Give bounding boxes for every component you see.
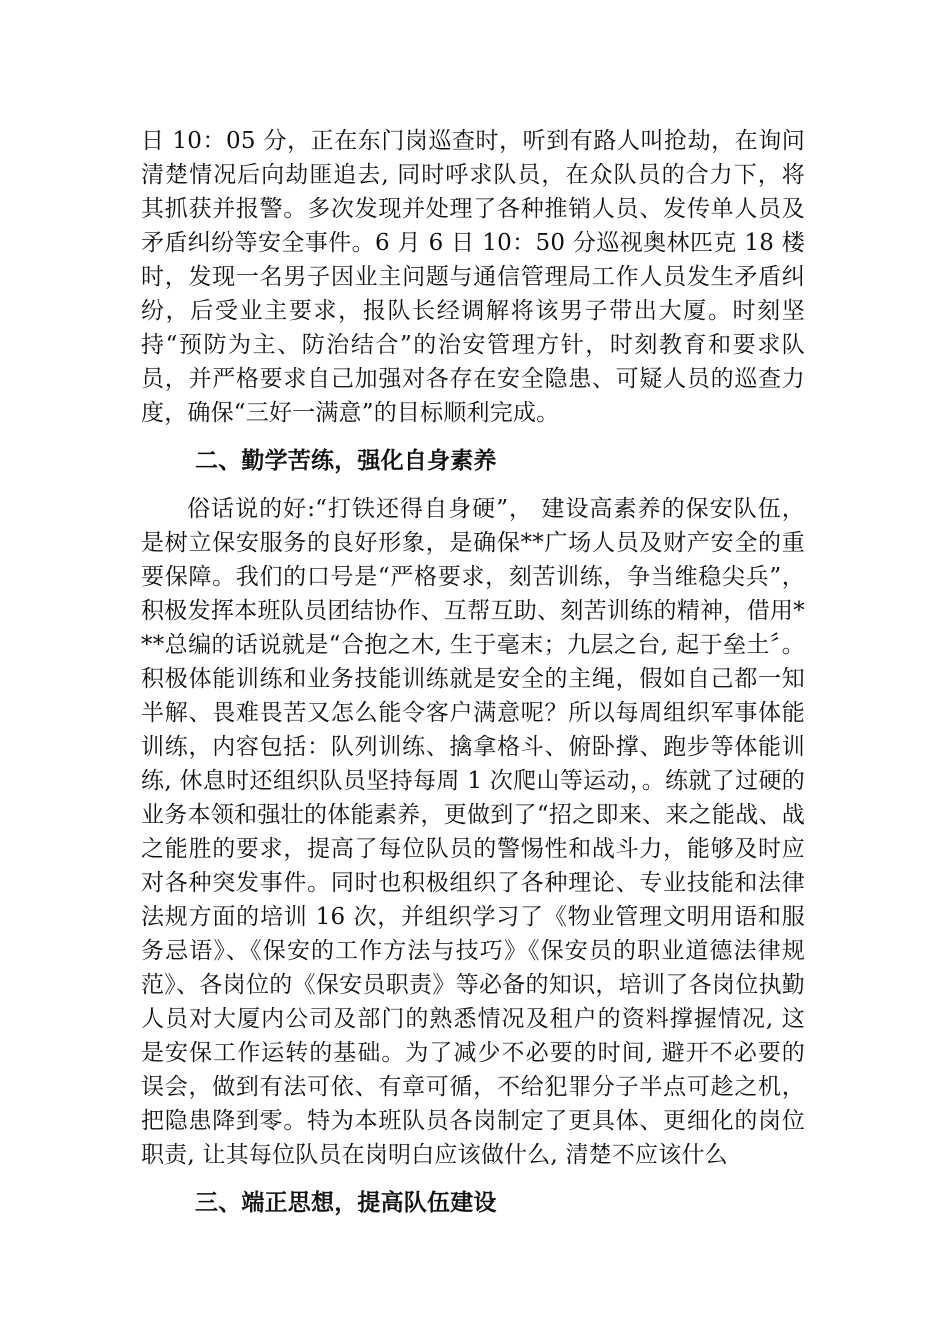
section-heading-team-building: 三、端正思想，提高队伍建设 <box>195 1190 497 1216</box>
section-heading-training: 二、勤学苦练，强化自身素养 <box>195 448 497 474</box>
document-page <box>141 124 805 1234</box>
paragraph-training: 俗话说的好:“打铁还得自身硬”， 建设高素养的保安队伍，是树立保安服务的良好形象，是确保**广场人员及财产安全的重要保障。我们的口号是“严格要求，刻苦训练，争当维稳尖兵”，积极发挥本班队员团结协作、互帮互助、刻苦训练的精神，借用***总编的话说就是“合抱之木, 生于毫末；九层之台, 起于垒土〞。积极体能训练和业务技能训练就是安全的主绳，假如自己都一知半解、畏难畏苦又怎么能令客户满意呢？所以每周组织军事体能训练，内容包括：队列训练、擒拿格斗、俯卧撑、跑步等体能训练, 休息时还组织队员坚持每周 1 次爬山等运动，。练就了过硬的业务本领和强壮的体能素养，更做到了“招之即来、来之能战、战之能胜的要求，提高了每位队员的警惕性和战斗力，能够及时应对各种突发事件。同时也积极组织了各种理论、专业技能和法律法规方面的培训 16 次，并组织学习了《物业管理文明用语和服务忌语》、《保安的工作方法与技巧》《保安员的职业道德法律规范》、各岗位的《保安员职责》等必备的知识，培训了各岗位执勤人员对大厦内公司及部门的熟悉情况及租户的资料撑握情况, 这是安保工作运转的基础。为了减少不必要的时间, 避开不必要的误会，做到有法可依、有章可循，不给犯罪分子半点可趁之机，把隐患降到零。特为本班队员各岗制定了更具体、更细化的岗位职责, 让其每位队员在岗明白应该做什么, 清楚不应该什么 <box>141 496 805 1168</box>
paragraph-security-incidents: 日 10：05 分，正在东门岗巡查时，听到有路人叫抢劫，在询问清楚情况后向劫匪追去, 同时呼求队员，在众队员的合力下，将其抓获并报警。多次发现并处理了各种推销人员、发传单人员及矛盾纠纷等安全事件。6 月 6 日 10：50 分巡视奥林匹克 18 楼时，发现一名男子因业主问题与通信管理局工作人员发生矛盾纠纷，后受业主要求，报队长经调解将该男子带出大厦。时刻坚持“预防为主、防治结合”的治安管理方针，时刻教育和要求队员，并严格要求自己加强对各存在安全隐患、可疑人员的巡查力度，确保“三好一满意”的目标顺利完成。 <box>141 128 805 426</box>
